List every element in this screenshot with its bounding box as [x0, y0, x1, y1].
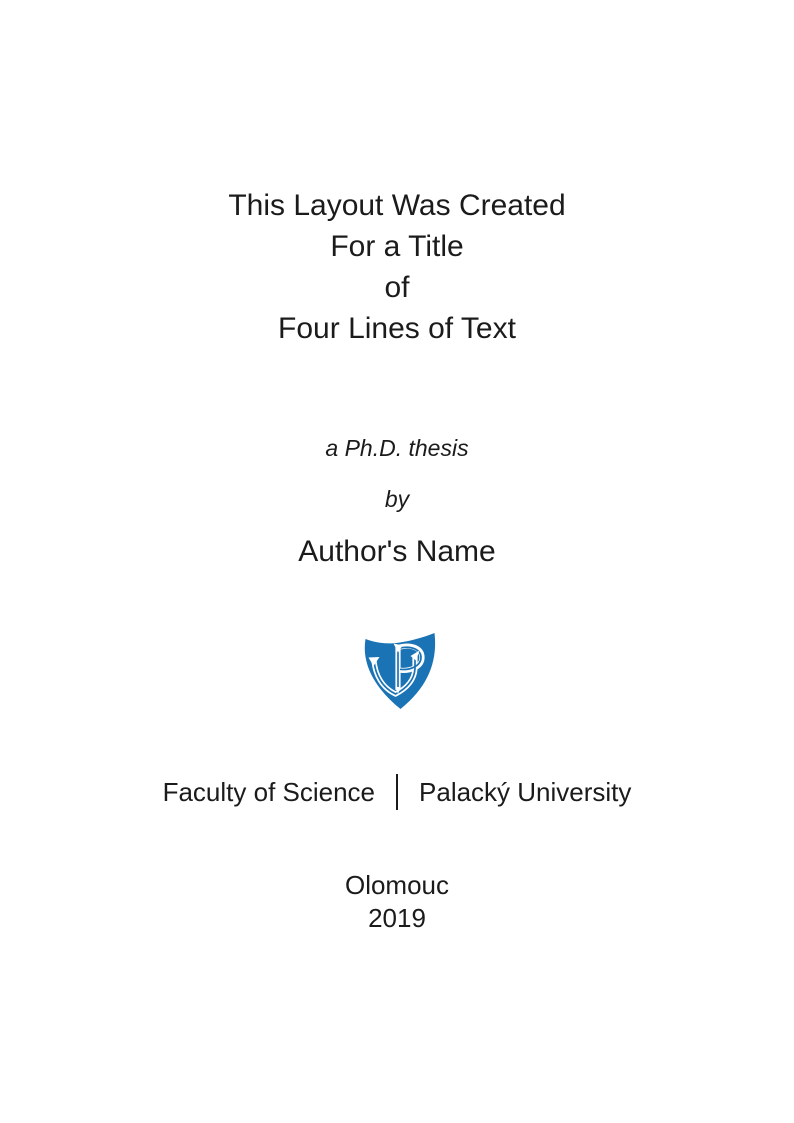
- author-name: Author's Name: [298, 535, 496, 568]
- thesis-type-note: a Ph.D. thesis: [325, 435, 469, 461]
- title-line-4: Four Lines of Text: [278, 312, 516, 345]
- faculty-name: Faculty of Science: [162, 776, 376, 807]
- affiliation-line: [0, 772, 794, 812]
- title-line-3: of: [384, 271, 410, 304]
- title-line-1: This Layout Was Created: [228, 189, 566, 222]
- imprint: [0, 869, 794, 935]
- byline: by: [384, 486, 410, 512]
- imprint-year: 2019: [368, 903, 426, 933]
- palacky-university-shield-icon: [361, 632, 437, 710]
- title-line-2: For a Title: [330, 230, 464, 263]
- imprint-place: Olomouc: [344, 870, 450, 900]
- thesis-title: [0, 185, 794, 349]
- university-name: Palacký University: [419, 776, 632, 807]
- university-logo: [361, 632, 437, 710]
- affiliation-divider: [396, 774, 398, 810]
